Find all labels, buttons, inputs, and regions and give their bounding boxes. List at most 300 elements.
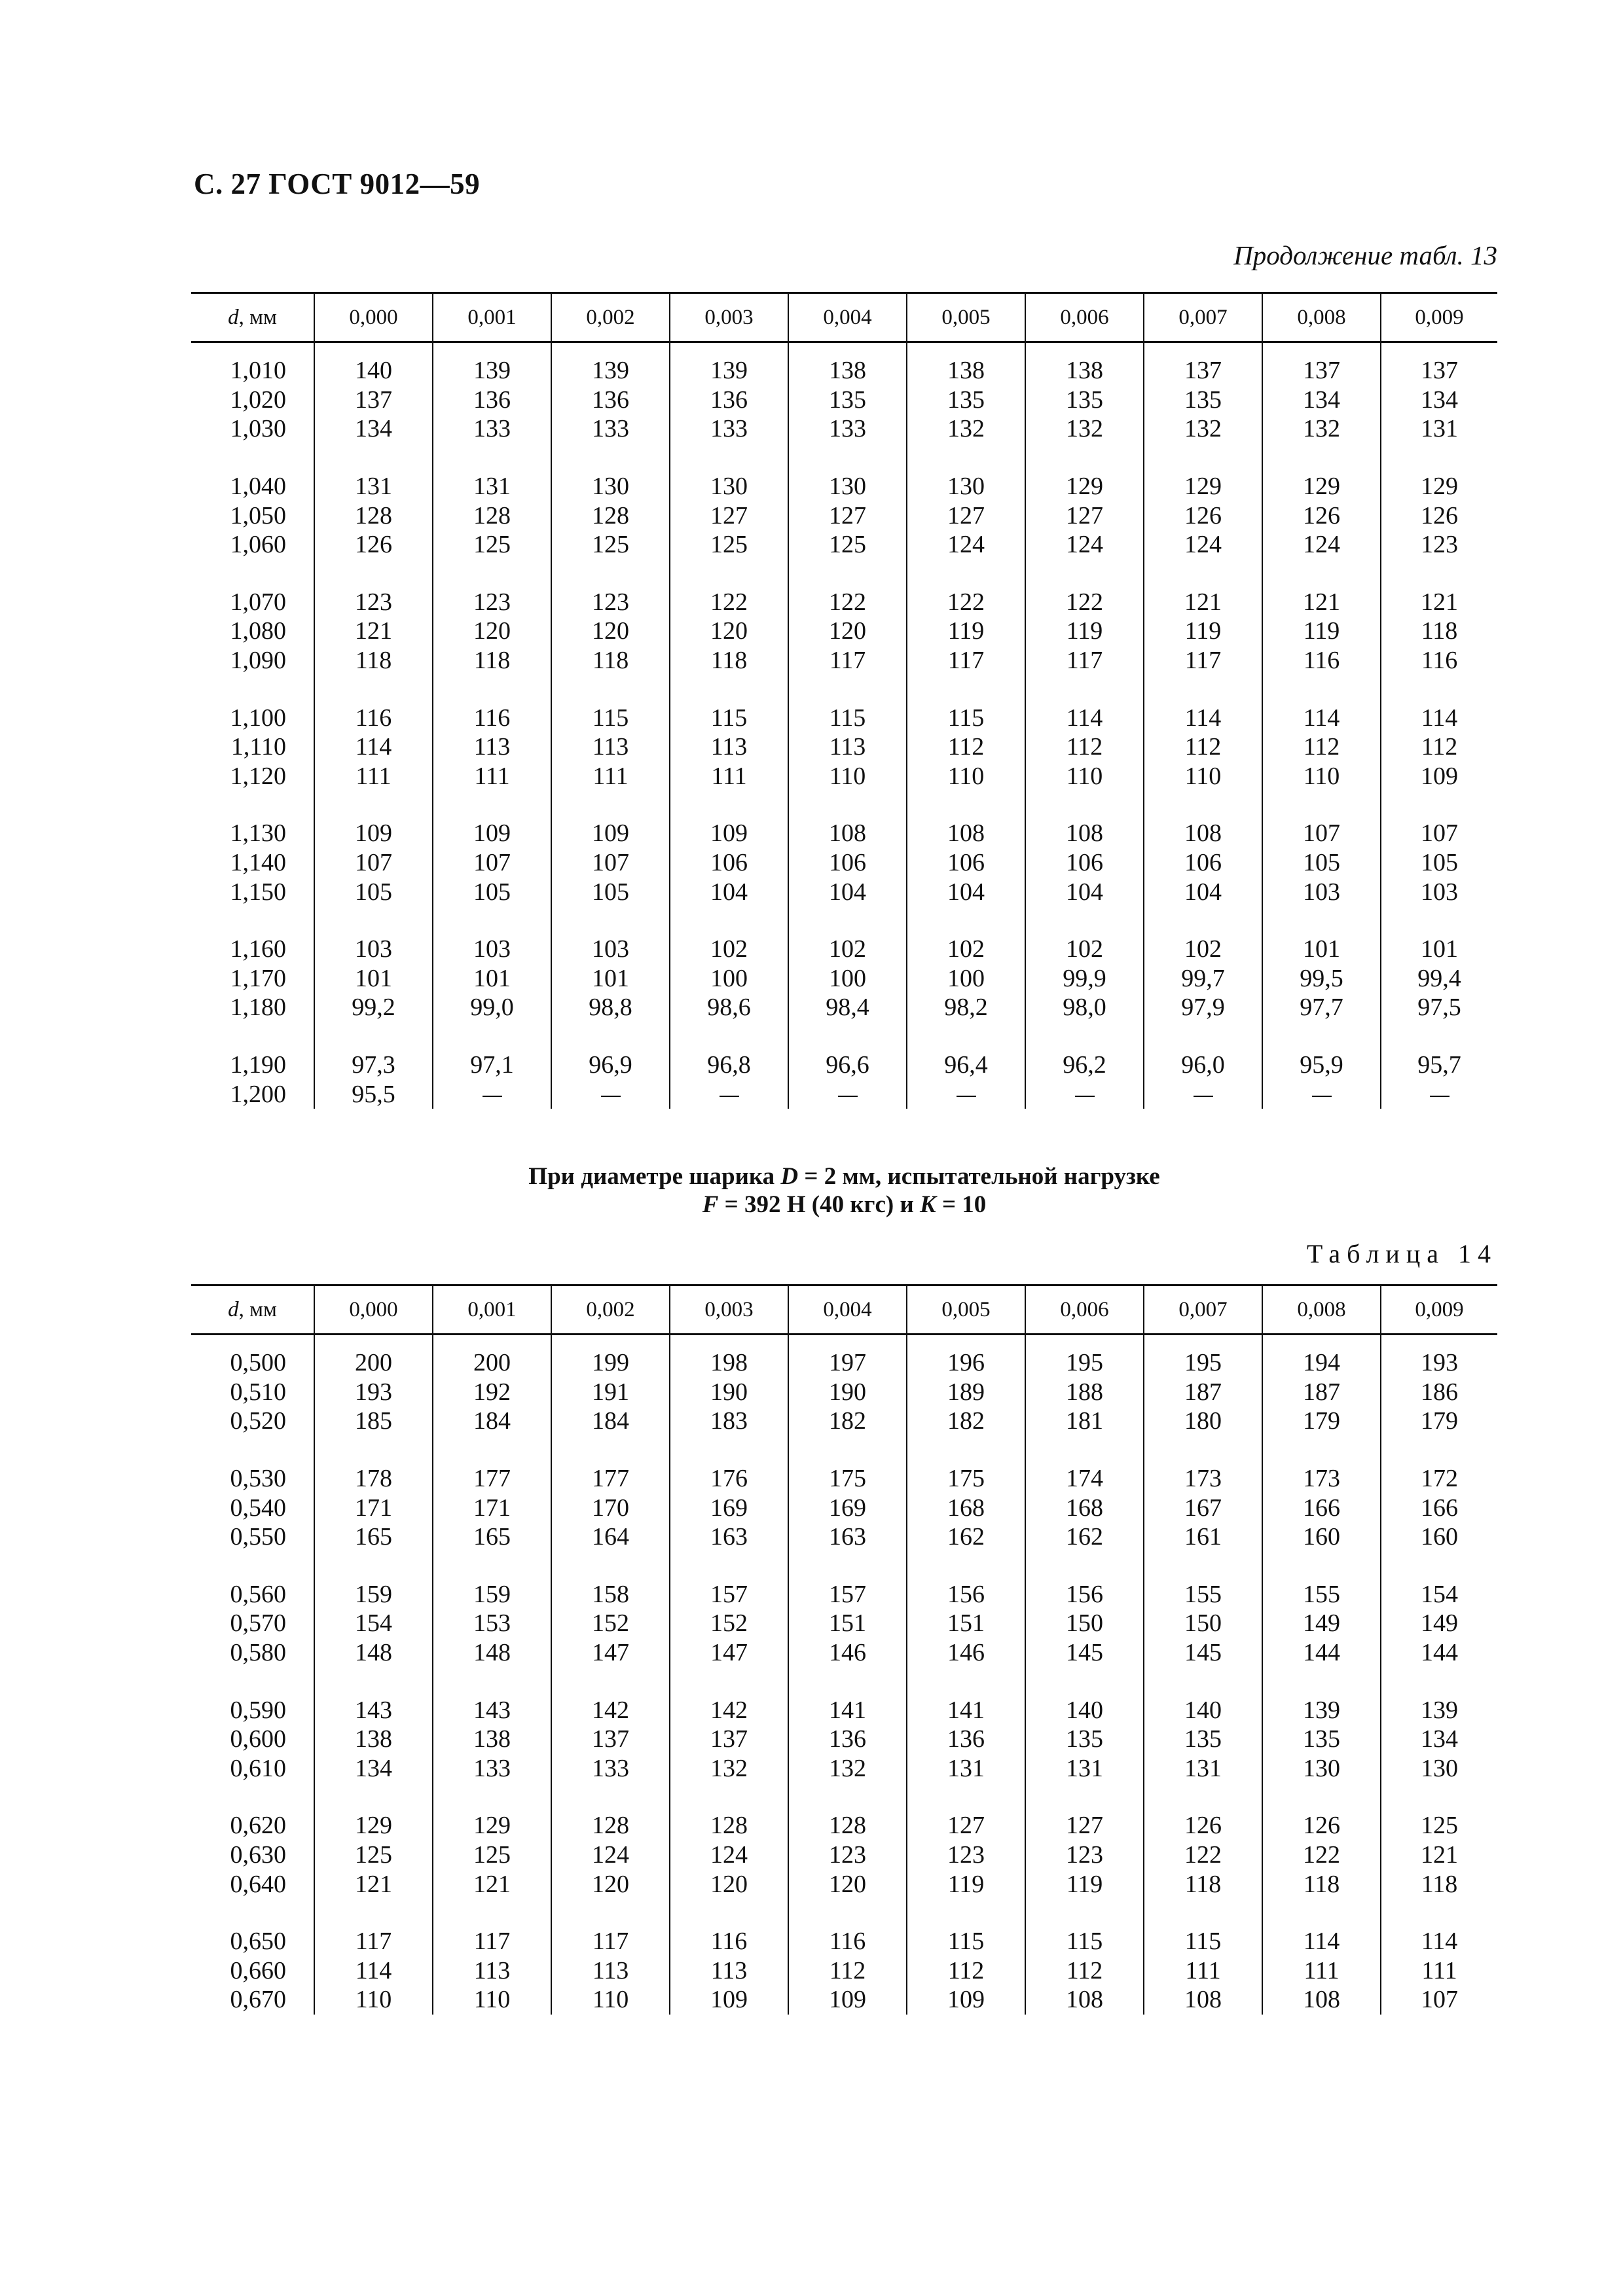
table-cell: 139 <box>670 356 788 386</box>
table-cell: 106 <box>788 848 907 878</box>
table-cell: 116 <box>670 1927 788 1956</box>
table-cell: 124 <box>1144 530 1262 560</box>
table-cell: 102 <box>788 935 907 964</box>
column-header: 0,008 <box>1262 1285 1381 1335</box>
table-cell: 122 <box>1262 1840 1381 1870</box>
table-cell: 107 <box>433 848 551 878</box>
table-cell: 96,8 <box>670 1050 788 1080</box>
table-cell: 114 <box>314 732 433 762</box>
spacer-row <box>191 1022 1497 1050</box>
table-cell: 147 <box>670 1638 788 1668</box>
table-cell: 121 <box>1262 588 1381 617</box>
table-cell: 112 <box>907 732 1025 762</box>
table-cell: 131 <box>1381 414 1497 444</box>
table-cell: 133 <box>670 414 788 444</box>
table-row <box>191 588 1497 617</box>
table-cell: 124 <box>670 1840 788 1870</box>
table-14 <box>191 1284 1497 2015</box>
table-cell: 179 <box>1381 1407 1497 1436</box>
table-cell: 109 <box>670 1985 788 2015</box>
row-label-d: 0,560 <box>230 1580 286 1608</box>
row-label-d: 0,540 <box>230 1494 286 1522</box>
table-cell: 97,9 <box>1144 993 1262 1022</box>
row-label-d: 1,190 <box>230 1050 286 1079</box>
table-cell: 123 <box>788 1840 907 1870</box>
table-cell: 193 <box>1381 1348 1497 1378</box>
table-cell: 96,0 <box>1144 1050 1262 1080</box>
table-cell: 139 <box>551 356 670 386</box>
table-cell: 116 <box>788 1927 907 1956</box>
table-cell: 157 <box>788 1580 907 1609</box>
table-row <box>191 848 1497 878</box>
table-cell: 195 <box>1025 1348 1144 1378</box>
spacer-row <box>191 1783 1497 1811</box>
table-cell: 135 <box>1025 1725 1144 1754</box>
table-cell: 134 <box>314 414 433 444</box>
table-cell: 117 <box>788 646 907 675</box>
table-cell: 147 <box>551 1638 670 1668</box>
table-cell: 167 <box>1144 1493 1262 1522</box>
table-cell: 126 <box>1144 1811 1262 1840</box>
table-cell: 138 <box>788 356 907 386</box>
table-cell: 126 <box>1381 501 1497 530</box>
table-cell: 131 <box>1025 1754 1144 1784</box>
table-cell: 109 <box>433 819 551 848</box>
row-label-d: 1,030 <box>230 415 286 443</box>
table-row <box>191 1050 1497 1080</box>
table-cell: 137 <box>670 1725 788 1754</box>
table-cell: 102 <box>1144 935 1262 964</box>
table-cell: 119 <box>907 617 1025 646</box>
row-label-d: 1,180 <box>230 994 286 1022</box>
table-cell: 111 <box>1144 1956 1262 1986</box>
table-row <box>191 472 1497 501</box>
table-cell: 98,0 <box>1025 993 1144 1022</box>
row-label-d: 1,100 <box>230 704 286 732</box>
table-row <box>191 1348 1497 1378</box>
table-cell: 136 <box>551 386 670 415</box>
table-cell: 111 <box>551 762 670 791</box>
table-cell: 130 <box>788 472 907 501</box>
table-cell: 123 <box>551 588 670 617</box>
table-cell: 182 <box>788 1407 907 1436</box>
spacer-row <box>191 1436 1497 1464</box>
table-cell: 157 <box>670 1580 788 1609</box>
table-cell: 172 <box>1381 1464 1497 1494</box>
table-cell: 110 <box>907 762 1025 791</box>
table-cell: 134 <box>314 1754 433 1784</box>
table-cell: 101 <box>1381 935 1497 964</box>
table-cell: 133 <box>433 1754 551 1784</box>
table-cell: 134 <box>1381 386 1497 415</box>
table-cell: 144 <box>1262 1638 1381 1668</box>
table-cell: 104 <box>907 877 1025 906</box>
row-label-d: 1,170 <box>230 964 286 992</box>
table-cell: 113 <box>551 1956 670 1986</box>
table-cell: 177 <box>551 1464 670 1494</box>
table-cell: 135 <box>1144 386 1262 415</box>
table-cell: 131 <box>1144 1754 1262 1784</box>
table-cell: 129 <box>1381 472 1497 501</box>
table-cell <box>1144 1079 1262 1109</box>
column-header: 0,005 <box>907 293 1025 342</box>
row-label-d: 1,130 <box>230 819 286 848</box>
table-cell: 165 <box>433 1522 551 1552</box>
table-cell: 166 <box>1262 1493 1381 1522</box>
row-label-d: 0,520 <box>230 1407 286 1435</box>
table-cell: 166 <box>1381 1493 1497 1522</box>
table-cell: 109 <box>551 819 670 848</box>
table-cell: 127 <box>670 501 788 530</box>
table-cell: 111 <box>670 762 788 791</box>
dash-placeholder <box>1075 1096 1095 1097</box>
table-row <box>191 703 1497 732</box>
table-cell: 110 <box>1144 762 1262 791</box>
table-cell: 100 <box>670 964 788 994</box>
table-cell: 152 <box>670 1609 788 1638</box>
table-cell: 105 <box>551 877 670 906</box>
table-cell: 191 <box>551 1378 670 1407</box>
table-cell: 199 <box>551 1348 670 1378</box>
table-cell: 113 <box>551 732 670 762</box>
table-cell: 101 <box>314 964 433 994</box>
row-label-d: 0,620 <box>230 1812 286 1840</box>
column-header: 0,009 <box>1381 1285 1497 1335</box>
spacer-row <box>191 675 1497 703</box>
table-row <box>191 1695 1497 1725</box>
row-label-d: 1,150 <box>230 878 286 906</box>
table-cell: 146 <box>788 1638 907 1668</box>
table-cell: 170 <box>551 1493 670 1522</box>
table-cell: 109 <box>670 819 788 848</box>
table-cell: 130 <box>551 472 670 501</box>
column-header: 0,003 <box>670 1285 788 1335</box>
table-cell: 124 <box>1262 530 1381 560</box>
dash-placeholder <box>601 1096 621 1097</box>
row-label-d: 0,650 <box>230 1928 286 1956</box>
dash-placeholder <box>838 1096 858 1097</box>
table-cell: 130 <box>1262 1754 1381 1784</box>
table-cell: 96,6 <box>788 1050 907 1080</box>
table-cell: 111 <box>1262 1956 1381 1986</box>
table-cell: 135 <box>788 386 907 415</box>
row-label-d: 0,510 <box>230 1378 286 1406</box>
table-cell: 155 <box>1144 1580 1262 1609</box>
column-header: 0,002 <box>551 293 670 342</box>
table-cell: 118 <box>1262 1869 1381 1899</box>
table-cell: 123 <box>907 1840 1025 1870</box>
row-label-d: 0,610 <box>230 1754 286 1782</box>
row-label-d: 0,640 <box>230 1870 286 1898</box>
spacer-row <box>191 1335 1497 1349</box>
table-cell: 162 <box>1025 1522 1144 1552</box>
table-cell: 119 <box>1025 617 1144 646</box>
table-row <box>191 1869 1497 1899</box>
table-row <box>191 732 1497 762</box>
table-cell: 117 <box>907 646 1025 675</box>
column-header: 0,002 <box>551 1285 670 1335</box>
table-cell: 156 <box>1025 1580 1144 1609</box>
table-cell: 175 <box>907 1464 1025 1494</box>
table-cell: 112 <box>1262 732 1381 762</box>
table-cell: 97,7 <box>1262 993 1381 1022</box>
row-label-d: 0,530 <box>230 1465 286 1493</box>
table-cell: 125 <box>314 1840 433 1870</box>
column-header: 0,005 <box>907 1285 1025 1335</box>
spacer-row <box>191 342 1497 357</box>
row-label-d: 0,500 <box>230 1349 286 1377</box>
table-cell: 111 <box>1381 1956 1497 1986</box>
table-cell: 135 <box>1262 1725 1381 1754</box>
table-cell: 128 <box>551 1811 670 1840</box>
table-row <box>191 530 1497 560</box>
table-cell: 114 <box>1025 703 1144 732</box>
table-cell: 123 <box>1381 530 1497 560</box>
table-cell: 106 <box>1144 848 1262 878</box>
table-cell: 107 <box>1381 819 1497 848</box>
table-cell: 131 <box>433 472 551 501</box>
table-cell: 162 <box>907 1522 1025 1552</box>
table-cell: 103 <box>1262 877 1381 906</box>
table-cell: 106 <box>907 848 1025 878</box>
table-cell: 131 <box>907 1754 1025 1784</box>
table-row <box>191 1840 1497 1870</box>
table-cell: 116 <box>1381 646 1497 675</box>
row-label-d: 1,060 <box>230 531 286 559</box>
table-cell: 119 <box>907 1869 1025 1899</box>
table-cell: 140 <box>1144 1695 1262 1725</box>
table-row <box>191 1638 1497 1668</box>
column-header: 0,001 <box>433 293 551 342</box>
table-cell: 127 <box>1025 1811 1144 1840</box>
table-cell: 114 <box>1262 1927 1381 1956</box>
table-cell <box>551 1079 670 1109</box>
table-cell: 168 <box>1025 1493 1144 1522</box>
dash-placeholder <box>483 1096 502 1097</box>
table-row <box>191 1956 1497 1986</box>
table-cell: 122 <box>788 588 907 617</box>
table-cell: 104 <box>670 877 788 906</box>
table-cell: 153 <box>433 1609 551 1638</box>
table-row <box>191 1985 1497 2015</box>
spacer-row <box>191 444 1497 472</box>
table-cell: 117 <box>314 1927 433 1956</box>
table-cell: 110 <box>1025 762 1144 791</box>
table-row <box>191 819 1497 848</box>
table-cell: 118 <box>433 646 551 675</box>
row-label-d: 0,590 <box>230 1696 286 1724</box>
table-cell: 115 <box>1025 1927 1144 1956</box>
table-cell: 99,5 <box>1262 964 1381 994</box>
table-cell: 161 <box>1144 1522 1262 1552</box>
table-cell: 118 <box>314 646 433 675</box>
table-cell: 111 <box>314 762 433 791</box>
table-cell: 125 <box>1381 1811 1497 1840</box>
table-cell: 136 <box>907 1725 1025 1754</box>
table-cell: 122 <box>1025 588 1144 617</box>
table-cell: 125 <box>433 1840 551 1870</box>
table-cell: 116 <box>314 703 433 732</box>
table-cell: 120 <box>670 617 788 646</box>
table-cell: 200 <box>433 1348 551 1378</box>
table-cell: 125 <box>433 530 551 560</box>
table-cell: 136 <box>433 386 551 415</box>
table-cell: 132 <box>1025 414 1144 444</box>
table-cell: 117 <box>433 1927 551 1956</box>
table-14-caption <box>191 1162 1497 1219</box>
table-row <box>191 501 1497 530</box>
table-row <box>191 1754 1497 1784</box>
caption-line-2: F = 392 Н (40 кгс) и K = 10 <box>702 1191 987 1218</box>
table-cell: 135 <box>1025 386 1144 415</box>
row-label-d: 1,050 <box>230 501 286 529</box>
table-cell: 192 <box>433 1378 551 1407</box>
table-cell: 129 <box>433 1811 551 1840</box>
table-cell: 110 <box>788 762 907 791</box>
table-cell: 103 <box>1381 877 1497 906</box>
table-cell: 100 <box>907 964 1025 994</box>
table-cell: 200 <box>314 1348 433 1378</box>
table-cell: 104 <box>1025 877 1144 906</box>
table-cell: 113 <box>670 732 788 762</box>
table-cell: 100 <box>788 964 907 994</box>
table-cell: 110 <box>314 1985 433 2015</box>
table-cell: 173 <box>1262 1464 1381 1494</box>
table-cell: 165 <box>314 1522 433 1552</box>
table-cell <box>1262 1079 1381 1109</box>
table-cell: 128 <box>433 501 551 530</box>
table-cell: 127 <box>907 501 1025 530</box>
table-cell: 140 <box>314 356 433 386</box>
table-cell: 125 <box>670 530 788 560</box>
column-header: 0,001 <box>433 1285 551 1335</box>
table-cell: 160 <box>1381 1522 1497 1552</box>
table-cell: 184 <box>551 1407 670 1436</box>
table-cell: 149 <box>1381 1609 1497 1638</box>
row-label-d: 1,140 <box>230 849 286 877</box>
table-cell: 98,4 <box>788 993 907 1022</box>
table-13 <box>191 292 1497 1109</box>
table-cell: 137 <box>314 386 433 415</box>
table-cell: 110 <box>551 1985 670 2015</box>
row-label-d: 0,630 <box>230 1841 286 1869</box>
dash-placeholder <box>720 1096 739 1097</box>
table-cell: 95,5 <box>314 1079 433 1109</box>
table-cell: 133 <box>551 414 670 444</box>
table-cell: 109 <box>907 1985 1025 2015</box>
table-cell: 112 <box>1025 1956 1144 1986</box>
table-cell: 108 <box>1144 819 1262 848</box>
table-cell: 107 <box>551 848 670 878</box>
table-cell: 143 <box>314 1695 433 1725</box>
table-cell: 137 <box>1262 356 1381 386</box>
table-cell: 119 <box>1025 1869 1144 1899</box>
table-cell: 129 <box>314 1811 433 1840</box>
table-cell: 123 <box>433 588 551 617</box>
table-cell: 197 <box>788 1348 907 1378</box>
table-14-label: Таблица 14 <box>1306 1239 1497 1268</box>
table-cell: 134 <box>1381 1725 1497 1754</box>
table-cell: 96,2 <box>1025 1050 1144 1080</box>
spacer-row <box>191 560 1497 588</box>
table-cell: 183 <box>670 1407 788 1436</box>
table-cell <box>788 1079 907 1109</box>
table-cell: 114 <box>1381 703 1497 732</box>
table-cell: 110 <box>1262 762 1381 791</box>
table-cell: 119 <box>1144 617 1262 646</box>
table-row <box>191 356 1497 386</box>
table-cell: 127 <box>1025 501 1144 530</box>
table-cell <box>1025 1079 1144 1109</box>
table-cell: 97,3 <box>314 1050 433 1080</box>
table-cell: 121 <box>1381 1840 1497 1870</box>
table-cell: 121 <box>433 1869 551 1899</box>
table-cell: 99,2 <box>314 993 433 1022</box>
table-cell: 126 <box>314 530 433 560</box>
column-header: 0,009 <box>1381 293 1497 342</box>
row-label-d: 1,010 <box>230 357 286 385</box>
row-label-d: 1,090 <box>230 647 286 675</box>
table-row <box>191 762 1497 791</box>
table-cell: 113 <box>433 1956 551 1986</box>
table-cell: 139 <box>1262 1695 1381 1725</box>
row-label-d: 1,080 <box>230 617 286 645</box>
table-cell: 156 <box>907 1580 1025 1609</box>
table-cell: 113 <box>433 732 551 762</box>
table-row <box>191 617 1497 646</box>
table-row <box>191 1811 1497 1840</box>
table-cell: 129 <box>1262 472 1381 501</box>
table-cell: 125 <box>551 530 670 560</box>
table-cell: 158 <box>551 1580 670 1609</box>
table-cell: 101 <box>551 964 670 994</box>
table-cell: 103 <box>551 935 670 964</box>
table-cell: 109 <box>788 1985 907 2015</box>
table-cell: 171 <box>314 1493 433 1522</box>
table-cell: 142 <box>670 1695 788 1725</box>
table-cell: 99,0 <box>433 993 551 1022</box>
table-cell: 104 <box>1144 877 1262 906</box>
table-cell: 118 <box>1381 1869 1497 1899</box>
table-cell: 133 <box>433 414 551 444</box>
table-cell: 133 <box>551 1754 670 1784</box>
table-cell: 115 <box>907 1927 1025 1956</box>
table-header-row <box>191 293 1497 342</box>
table-cell <box>907 1079 1025 1109</box>
column-header: 0,006 <box>1025 293 1144 342</box>
table-cell: 96,9 <box>551 1050 670 1080</box>
table-cell: 120 <box>433 617 551 646</box>
table-cell: 111 <box>433 762 551 791</box>
table-cell: 143 <box>433 1695 551 1725</box>
table-cell: 138 <box>1025 356 1144 386</box>
table-cell: 117 <box>1025 646 1144 675</box>
table-cell: 195 <box>1144 1348 1262 1378</box>
table-row <box>191 935 1497 964</box>
table-cell: 107 <box>1262 819 1381 848</box>
table-cell: 98,6 <box>670 993 788 1022</box>
table-cell: 150 <box>1025 1609 1144 1638</box>
table-row <box>191 1378 1497 1407</box>
table-cell: 189 <box>907 1378 1025 1407</box>
table-cell <box>670 1079 788 1109</box>
table-cell: 154 <box>1381 1580 1497 1609</box>
row-label-d: 1,040 <box>230 473 286 501</box>
table-cell: 118 <box>1381 617 1497 646</box>
table-row <box>191 993 1497 1022</box>
table-cell: 113 <box>788 732 907 762</box>
table-cell: 105 <box>1381 848 1497 878</box>
